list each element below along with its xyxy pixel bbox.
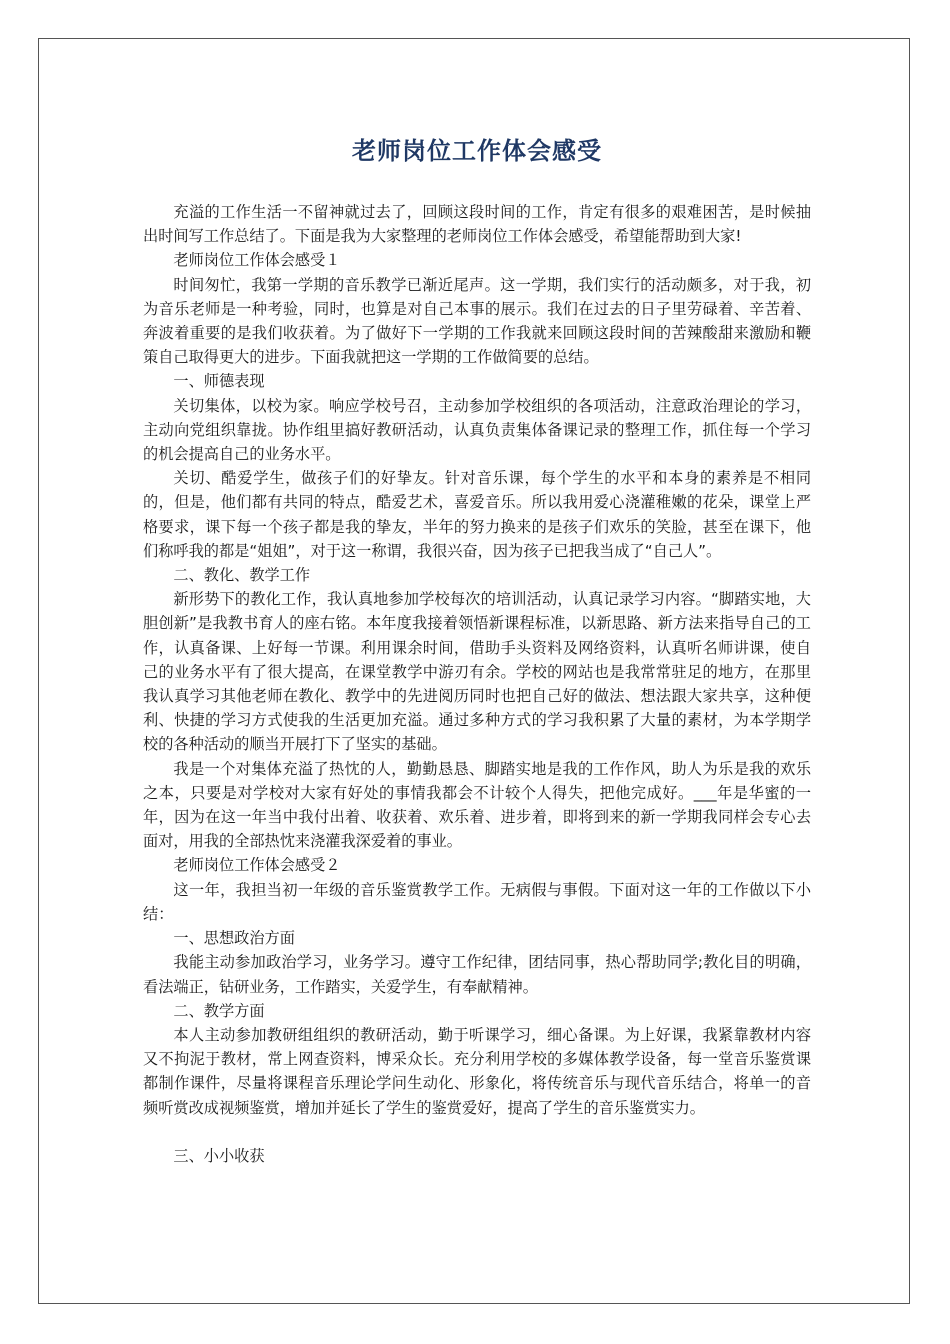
subheading-teaching-aspect: 二、教学方面 — [173, 1001, 265, 1020]
paragraph: 时间匆忙，我第一学期的音乐教学已渐近尾声。这一学期，我们实行的活动颇多，对于我，初为音乐老师是一种考验，同时，也算是对自己本事的展示。我们在过去的日子里劳碌着、辛苦着、奔波着重要的是我们收获着。为了做好下一学期的工作我就来回顾这段时间的苦辣酸甜来激励和鞭策自己取得更大的进步。下面我就把这一学期的工作做简要的总结。 — [143, 275, 811, 367]
intro-paragraph: 充溢的工作生活一不留神就过去了，回顾这段时间的工作，肯定有很多的艰难困苦，是时候抽出时间写工作总结了。下面是我为大家整理的老师岗位工作体会感受，希望能帮助到大家! — [143, 203, 811, 246]
section-heading-2: 老师岗位工作体会感受２ — [173, 856, 341, 875]
section-heading-1: 老师岗位工作体会感受１ — [173, 251, 341, 270]
paragraph: 这一年，我担当初一年级的音乐鉴赏教学工作。无病假与事假。下面对这一年的工作做以下小结： — [143, 880, 811, 923]
paragraph: 新形势下的教化工作，我认真地参加学校每次的培训活动，认真记录学习内容。“脚踏实地，大胆创新”是我教书育人的座右铭。本年度我接着领悟新课程标准，以新思路、新方法来指导自己的工作，认真备课、上好每一节课。利用课余时间，借助手头资料及网络资料，认真听名师讲课，使自己的业务水平有了很大提高，在课堂教学中游刃有余。学校的网站也是我常常驻足的地方，在那里我认真学习其他老师在教化、教学中的先进阅历同时也把自己好的做法、想法跟大家共享，这种便利、快捷的学习方式使我的生活更加充溢。通过多种方式的学习我积累了大量的素材，为本学期学校的各种活动的顺当开展打下了坚实的基础。 — [143, 590, 811, 754]
spacer — [143, 1120, 811, 1144]
subheading-gains: 三、小小收获 — [173, 1146, 265, 1165]
paragraph: 我是一个对集体充溢了热忱的人，勤勤恳恳、脚踏实地是我的工作作风，助人为乐是我的欢乐之本，只要是对学校对大家有好处的事情我都会不计较个人得失，把他完成好。___年是华蜜的一年，因为在这一年当中我付出着、收获着、欢乐着、进步着，即将到来的新一学期我同样会专心去面对，用我的全部热忱来浇灌我深爱着的事业。 — [143, 759, 811, 851]
paragraph: 我能主动参加政治学习，业务学习。遵守工作纪律，团结同事，热心帮助同学;教化目的明确，看法端正，钻研业务，工作踏实，关爱学生，有奉献精神。 — [143, 953, 811, 996]
document-body — [143, 132, 811, 1168]
paragraph: 本人主动参加教研组组织的教研活动，勤于听课学习，细心备课。为上好课，我紧靠教材内容又不拘泥于教材，常上网查资料，博采众长。充分利用学校的多媒体教学设备，每一堂音乐鉴赏课都制作课件，尽量将课程音乐理论学问生动化、形象化，将传统音乐与现代音乐结合，将单一的音频听赏改成视频鉴赏，增加并延长了学生的鉴赏爱好，提高了学生的音乐鉴赏实力。 — [143, 1025, 811, 1117]
subheading-teaching: 二、教化、教学工作 — [173, 566, 311, 585]
document-title: 老师岗位工作体会感受 — [352, 137, 602, 165]
subheading-politics: 一、思想政治方面 — [173, 929, 295, 948]
subheading-ethics: 一、师德表现 — [173, 372, 265, 391]
paragraph: 关切、酷爱学生，做孩子们的好挚友。针对音乐课，每个学生的水平和本身的素养是不相同的，但是，他们都有共同的特点，酷爱艺术，喜爱音乐。所以我用爱心浇灌稚嫩的花朵，课堂上严格要求，课下每一个孩子都是我的挚友，半年的努力换来的是孩子们欢乐的笑脸，甚至在课下，他们称呼我的都是“姐姐”，对于这一称谓，我很兴奋，因为孩子已把我当成了“自己人”。 — [143, 469, 811, 560]
paragraph: 关切集体，以校为家。响应学校号召，主动参加学校组织的各项活动，注意政治理论的学习，主动向党组织靠拢。协作组里搞好教研活动，认真负责集体备课记录的整理工作，抓住每一个学习的机会提高自己的业务水平。 — [143, 396, 811, 464]
